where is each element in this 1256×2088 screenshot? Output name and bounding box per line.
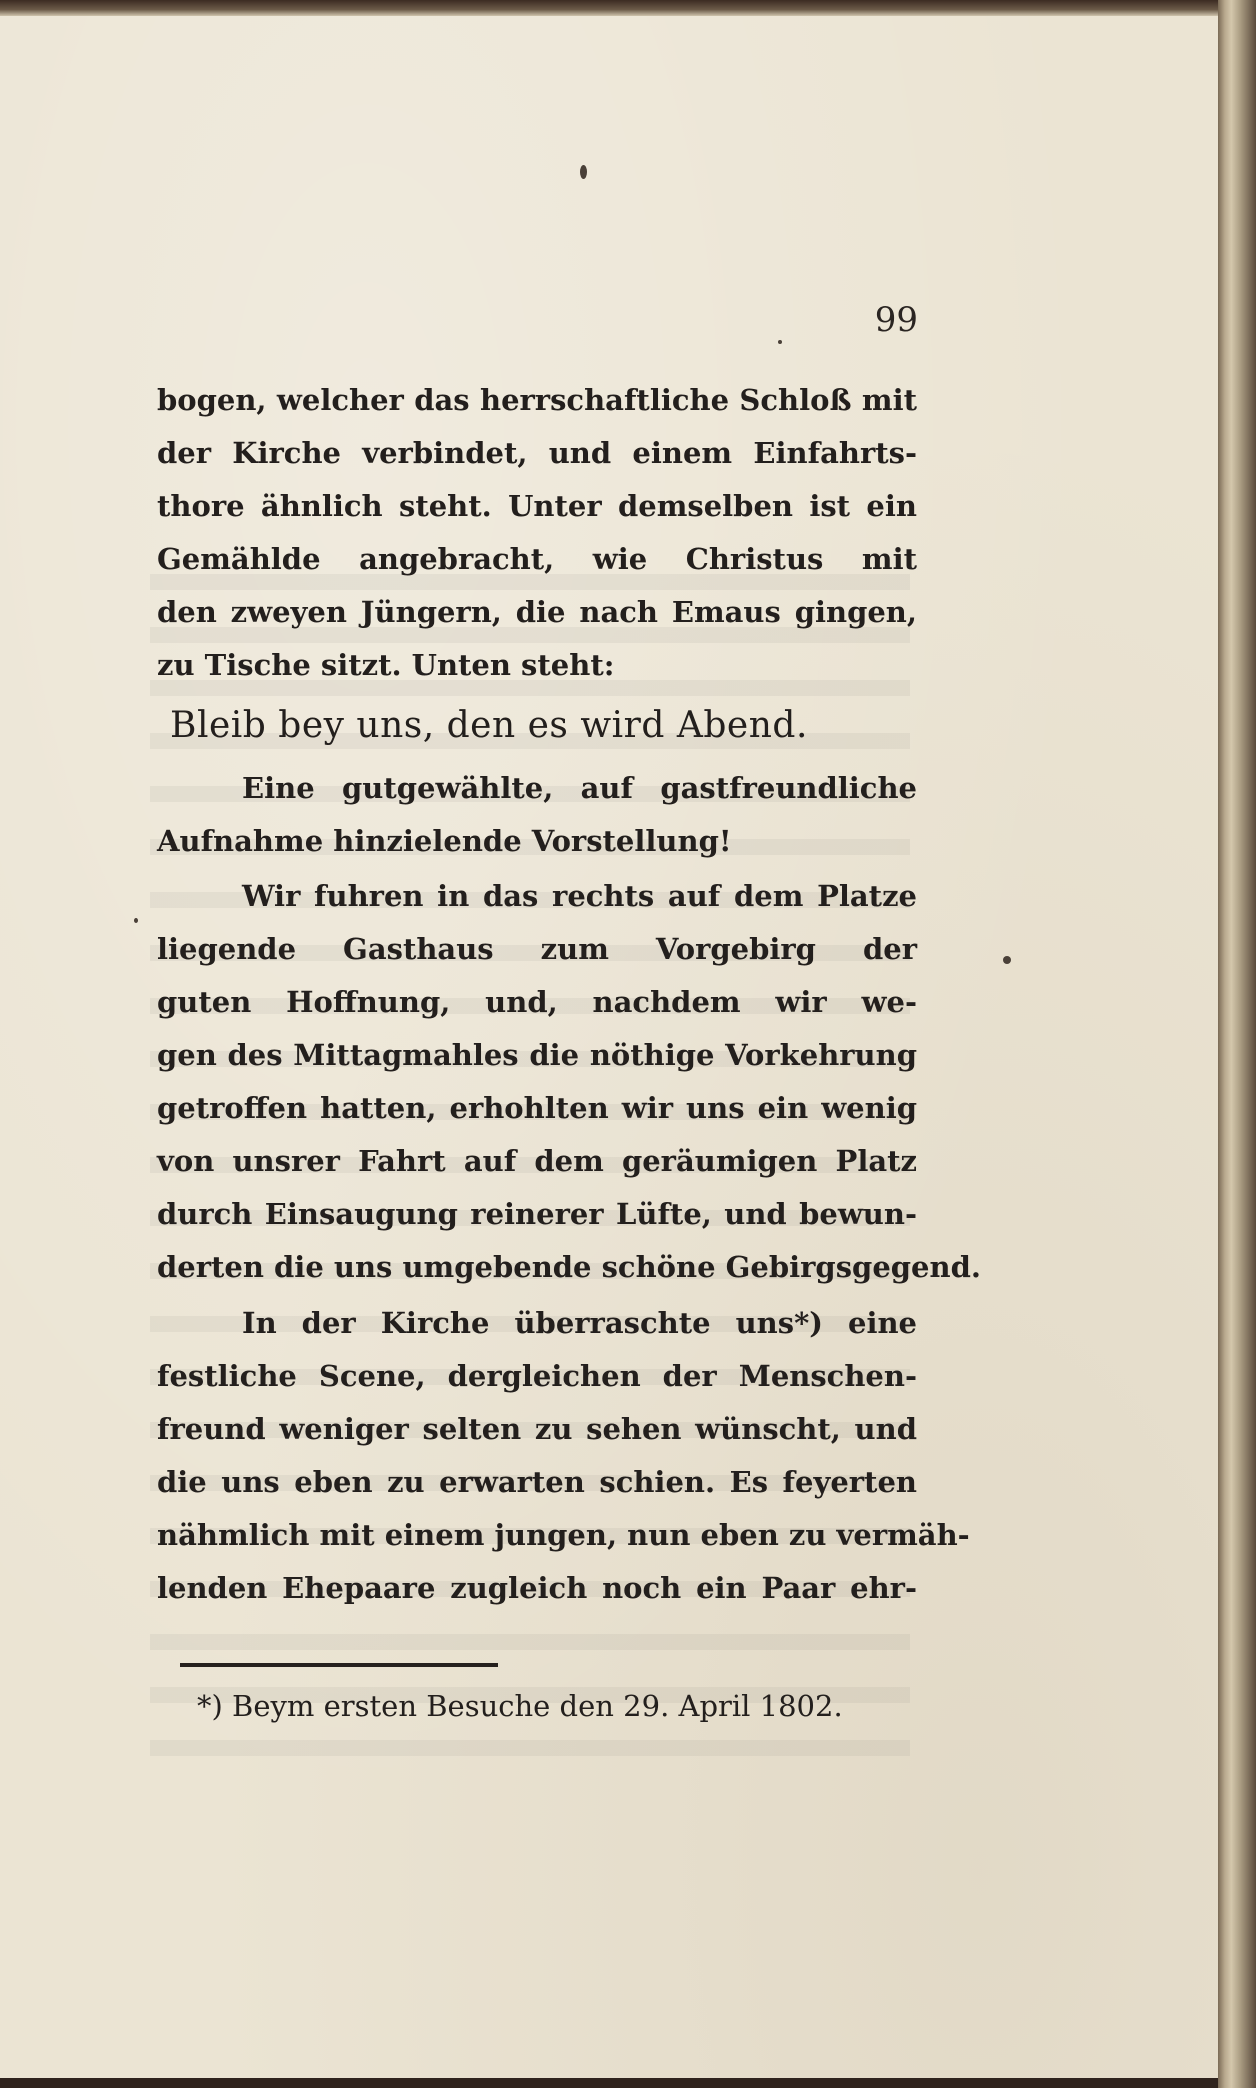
- paper-speck: [580, 165, 587, 179]
- text-line: lenden Ehepaare zugleich noch ein Paar ehr-: [157, 1571, 917, 1605]
- text-line: durch Einsaugung reinerer Lüfte, und bewun-: [157, 1197, 917, 1231]
- text-line: thore ähnlich steht. Unter demselben ist ein: [157, 489, 917, 523]
- text-line: Wir fuhren in das rechts auf dem Platze: [242, 879, 917, 913]
- footnote-rule: [180, 1663, 498, 1667]
- paper-speck: [134, 918, 138, 923]
- text-line: Gemählde angebracht, wie Christus mit: [157, 542, 917, 576]
- paper-speck: [778, 340, 782, 344]
- text-line: nähmlich mit einem jungen, nun eben zu vermäh-: [157, 1518, 970, 1552]
- footnote: *) Beym ersten Besuche den 29. April 1802.: [197, 1689, 843, 1723]
- text-line: zu Tische sitzt. Unten steht:: [157, 648, 615, 682]
- text-line: guten Hoffnung, und, nachdem wir we-: [157, 985, 917, 1019]
- text-line: von unsrer Fahrt auf dem geräumigen Platz: [157, 1144, 917, 1178]
- text-line: freund weniger selten zu sehen wünscht, und: [157, 1412, 917, 1446]
- page-number: 99: [874, 300, 918, 340]
- text-line: Aufnahme hinzielende Vorstellung!: [157, 824, 732, 858]
- text-line: getroffen hatten, erhohlten wir uns ein wenig: [157, 1091, 917, 1125]
- text-line: den zweyen Jüngern, die nach Emaus gingen,: [157, 595, 917, 629]
- text-line: Eine gutgewählte, auf gastfreundliche: [242, 771, 917, 805]
- text-line: In der Kirche überraschte uns*) eine: [242, 1306, 917, 1340]
- paper-speck: [1003, 956, 1011, 964]
- text-line: derten die uns umgebende schöne Gebirgsgegend.: [157, 1250, 981, 1284]
- text-line: gen des Mittagmahles die nöthige Vorkehrung: [157, 1038, 917, 1072]
- text-line: liegende Gasthaus zum Vorgebirg der: [157, 932, 917, 966]
- page-top-edge: [0, 0, 1256, 16]
- text-line: der Kirche verbindet, und einem Einfahrts-: [157, 436, 917, 470]
- text-line: bogen, welcher das herrschaftliche Schloß mit: [157, 383, 917, 417]
- text-line: die uns eben zu erwarten schien. Es feyerten: [157, 1465, 917, 1499]
- text-line: festliche Scene, dergleichen der Menschen-: [157, 1359, 917, 1393]
- page-edge-stack: [1218, 0, 1256, 2088]
- motto-line: Bleib bey uns, den es wird Abend.: [170, 705, 808, 746]
